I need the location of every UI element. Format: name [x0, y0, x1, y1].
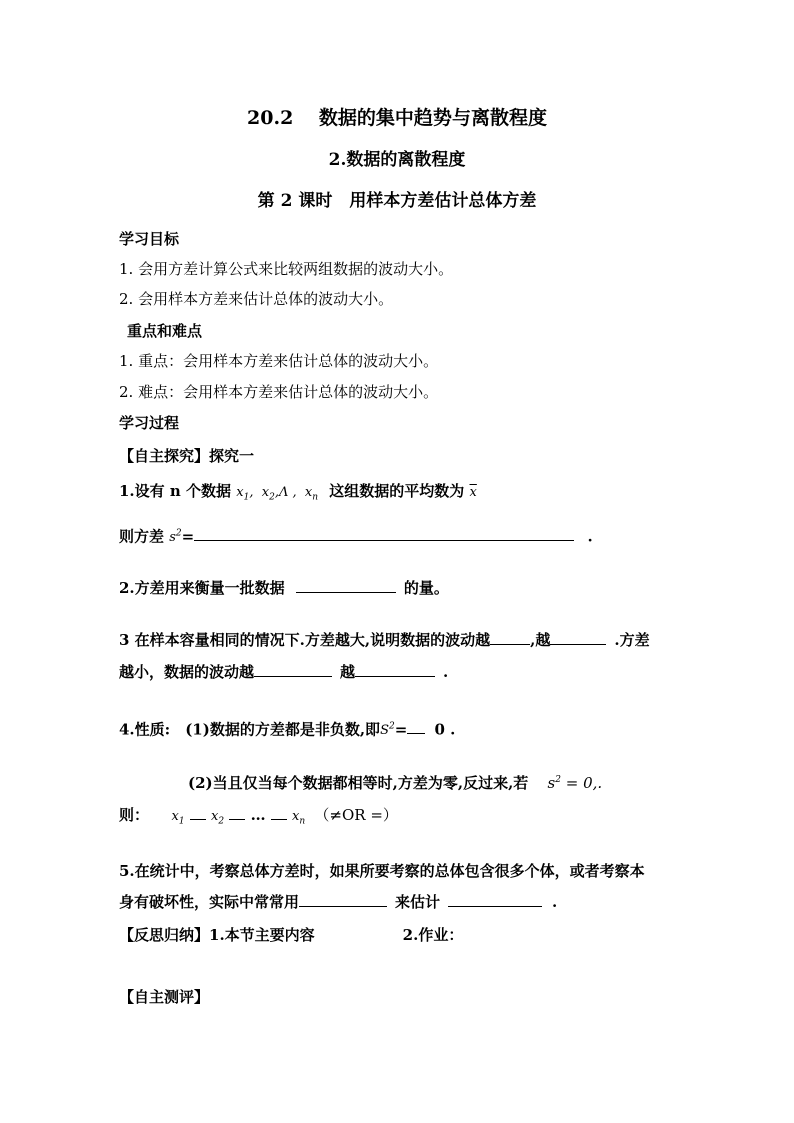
q1-prefix: 1.设有 n 个数据: [119, 482, 232, 500]
q4-zero: 0 .: [434, 720, 456, 739]
q3-text: 越: [340, 663, 356, 681]
explore-heading: 【自主探究】探究一: [119, 447, 255, 465]
q5-text: 身有破坏性，实际中常常用: [119, 893, 300, 911]
relation-blank-1[interactable]: [190, 805, 206, 820]
relation-blank-2[interactable]: [229, 805, 245, 820]
question-4: [119, 717, 455, 741]
ellipsis: …: [250, 806, 266, 824]
q3-text: 3 在样本容量相同的情况下.方差越大,说明数据的波动越: [119, 631, 491, 649]
q3-text: 越小，数据的波动越: [119, 663, 255, 681]
variance-symbol: $s^2$: [169, 529, 182, 546]
q3-text: ,越: [530, 631, 551, 649]
question-5-line-2: [119, 892, 557, 912]
xn-symbol: $x_n$: [292, 809, 306, 827]
question-4-then: [119, 805, 398, 832]
q3-text: .方差: [614, 631, 650, 649]
reflect-homework: 2.作业：: [402, 926, 464, 944]
q5-blank-1[interactable]: [299, 892, 387, 907]
period: .: [587, 527, 593, 546]
q1-variables: $x_1$, $x_2,\Lambda$ , $x_n$: [236, 485, 319, 503]
q5-blank-2[interactable]: [448, 892, 542, 907]
section-subtitle: 2.数据的离散程度: [328, 150, 466, 170]
zero-variance-condition: $s^2 = 0$,.: [547, 774, 603, 792]
relation-note: （≠OR =）: [314, 806, 398, 824]
process-heading: 学习过程: [119, 414, 180, 432]
q4-blank[interactable]: [407, 719, 425, 734]
variance-line: [119, 524, 593, 548]
objectives-heading: 学习目标: [119, 230, 180, 248]
objective-item: 2. 会用样本方差来估计总体的波动大小。: [119, 290, 394, 308]
equals-sign: =: [181, 527, 195, 546]
q4-prefix: 4.性质: (1)数据的方差都是非负数,即: [119, 720, 381, 739]
equals-sign: =: [394, 720, 408, 739]
q3-blank-4[interactable]: [355, 662, 435, 677]
q3-blank-3[interactable]: [254, 662, 332, 677]
question-1: [119, 481, 477, 508]
q1-middle: 这组数据的平均数为: [329, 482, 465, 500]
then-label: 则：: [119, 806, 150, 824]
q3-blank-2[interactable]: [550, 630, 606, 645]
q2-blank[interactable]: [296, 578, 396, 593]
q2-prefix: 2.方差用来衡量一批数据: [119, 579, 285, 597]
objective-item: 1. 会用方差计算公式来比较两组数据的波动大小。: [119, 260, 454, 278]
question-5-line-1: 5.在统计中，考察总体方差时，如果所要考察的总体包含很多个体，或者考察本: [119, 862, 645, 880]
q3-blank-1[interactable]: [490, 630, 530, 645]
x2-symbol: $x_2$: [211, 809, 225, 827]
keypoint-item: 1. 重点：会用样本方差来估计总体的波动大小。: [119, 352, 439, 370]
x1-symbol: $x_1$: [171, 809, 185, 827]
variance-label: 则方差: [119, 527, 165, 546]
keypoints-heading: 重点和难点: [127, 322, 203, 340]
question-2: [119, 578, 449, 598]
question-4-part-2: [188, 770, 602, 793]
question-3-line-2: [119, 662, 448, 682]
q5-text: 来估计: [395, 893, 441, 911]
q2-suffix: 的量。: [403, 579, 449, 597]
lesson-title: 第 2 课时 用样本方差估计总体方差: [257, 191, 537, 211]
variance-symbol: $S^2$: [380, 722, 395, 739]
q5-text: .: [552, 893, 558, 911]
question-3-line-1: [119, 630, 650, 650]
page-title: 20.2 数据的集中趋势与离散程度: [247, 107, 547, 129]
keypoint-item: 2. 难点：会用样本方差来估计总体的波动大小。: [119, 383, 439, 401]
q4-part2-text: (2)当且仅当每个数据都相等时,方差为零,反过来,若: [188, 774, 529, 792]
reflect-line: [119, 925, 463, 945]
q3-text: .: [443, 663, 449, 681]
relation-blank-3[interactable]: [271, 805, 287, 820]
mean-symbol: $\overline{x}$: [469, 485, 477, 500]
reflect-content: 【反思归纳】1.本节主要内容: [119, 926, 315, 944]
selftest-heading: 【自主测评】: [119, 988, 210, 1006]
variance-blank[interactable]: [194, 526, 574, 541]
